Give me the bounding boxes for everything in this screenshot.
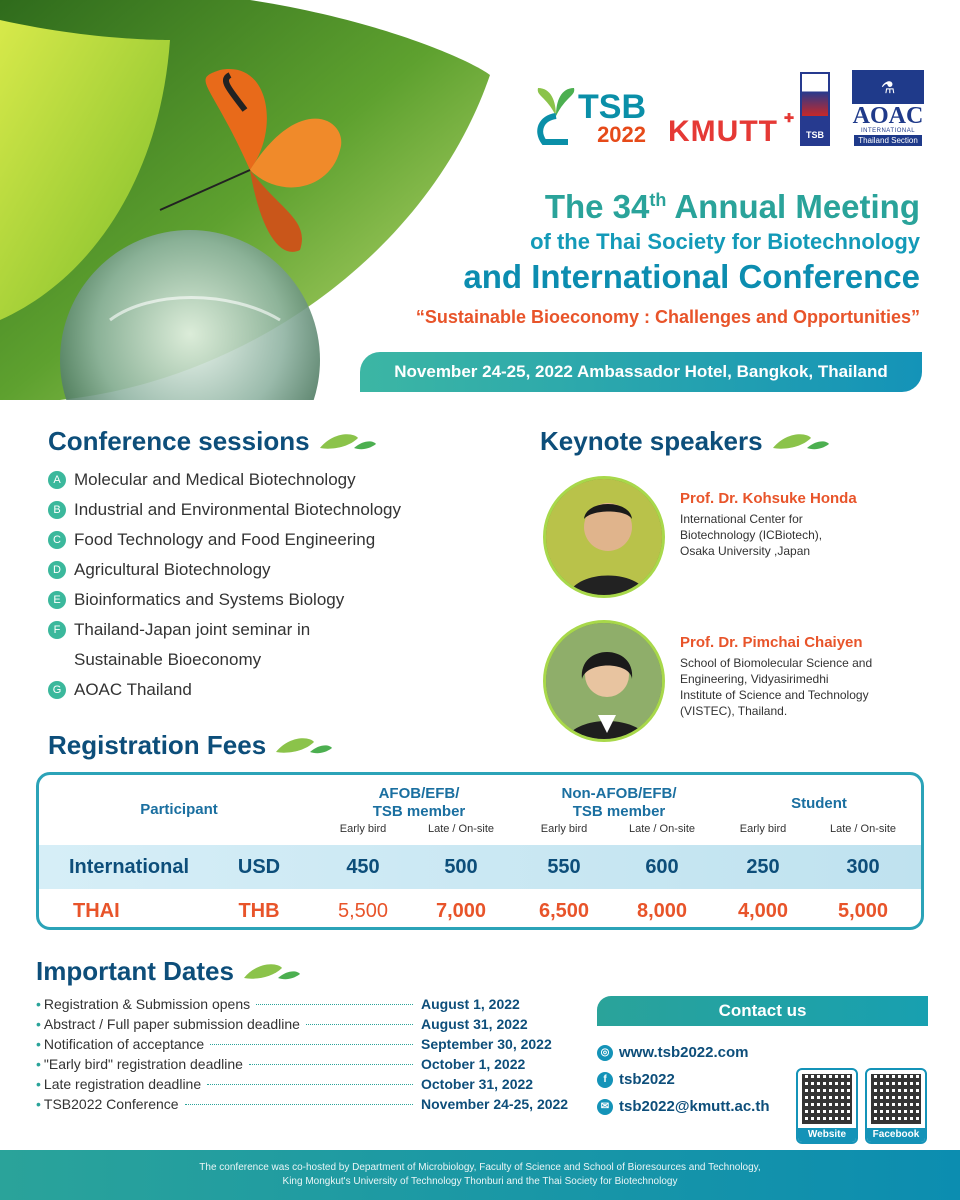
title-line-3: and International Conference bbox=[463, 258, 920, 295]
session-item: D Agricultural Biotechnology bbox=[48, 555, 401, 585]
fee-value: 550 bbox=[547, 855, 581, 878]
tsb-book-logo bbox=[800, 72, 830, 146]
contact-box bbox=[597, 996, 928, 1146]
group-header: Student bbox=[791, 795, 847, 812]
date-venue-banner: November 24-25, 2022 Ambassador Hotel, Bangkok, Thailand bbox=[360, 352, 922, 392]
session-item: E Bioinformatics and Systems Biology bbox=[48, 585, 401, 615]
speaker-name: Prof. Dr. Kohsuke Honda bbox=[680, 490, 857, 507]
fee-value: 6,500 bbox=[538, 899, 590, 922]
conference-sessions bbox=[48, 426, 401, 705]
title-line-2: of the Thai Society for Biotechnology bbox=[530, 229, 920, 254]
currency: USD bbox=[237, 855, 281, 878]
session-badge: B bbox=[48, 501, 66, 519]
tsb-logo-year: 2022 bbox=[597, 122, 647, 147]
participant-type: THAI bbox=[73, 899, 120, 922]
fee-value: 5,500 bbox=[337, 899, 389, 922]
speaker-card bbox=[540, 620, 940, 750]
fee-value: 8,000 bbox=[636, 899, 688, 922]
fee-value: 7,000 bbox=[435, 899, 487, 922]
speaker-affiliation: School of Biomolecular Science and Engineering, Vidyasirimedhi Institute of Science and Technology (VISTEC), Thailand. bbox=[680, 656, 873, 718]
facebook-qr-code[interactable]: Facebook bbox=[865, 1068, 927, 1144]
sessions-heading: Conference sessions bbox=[48, 426, 401, 457]
session-badge: G bbox=[48, 681, 66, 699]
date-item: • Registration & Submission opens August 1, 2022 bbox=[36, 994, 596, 1014]
email-link[interactable]: ✉ tsb2022@kmutt.ac.th bbox=[597, 1098, 770, 1115]
session-badge: D bbox=[48, 561, 66, 579]
date-item: • "Early bird" registration deadline October 1, 2022 bbox=[36, 1054, 596, 1074]
speaker-affiliation: International Center for Biotechnology (ICBiotech), Osaka University ,Japan bbox=[680, 512, 823, 558]
footer-line-2: King Mongkut's University of Technology Thonburi and the Thai Society for Biotechnology bbox=[282, 1176, 678, 1187]
fees-heading: Registration Fees bbox=[48, 730, 334, 761]
speaker-name: Prof. Dr. Pimchai Chaiyen bbox=[680, 634, 863, 651]
keynote-speakers bbox=[540, 426, 940, 718]
session-badge: A bbox=[48, 471, 66, 489]
date-item: • TSB2022 Conference November 24-25, 2022 bbox=[36, 1094, 596, 1114]
leaf-icon bbox=[274, 736, 334, 756]
tsb2022-logo bbox=[536, 86, 646, 146]
contact-heading: Contact us bbox=[597, 996, 928, 1026]
session-item: A Molecular and Medical Biotechnology bbox=[48, 465, 401, 495]
date-item: • Notification of acceptance September 30, 2022 bbox=[36, 1034, 596, 1054]
keynote-heading: Keynote speakers bbox=[540, 426, 940, 457]
leaf-icon bbox=[771, 432, 831, 452]
date-item: • Late registration deadline October 31, 2022 bbox=[36, 1074, 596, 1094]
important-dates-list bbox=[36, 994, 596, 1114]
session-item: G AOAC Thailand bbox=[48, 675, 401, 705]
aoac-logo-sub: INTERNATIONAL bbox=[860, 128, 916, 134]
facebook-link[interactable]: f tsb2022 bbox=[597, 1071, 770, 1088]
fee-value: 4,000 bbox=[737, 899, 789, 922]
fee-value: 5,000 bbox=[837, 899, 889, 922]
dates-heading: Important Dates bbox=[36, 956, 302, 987]
session-badge: C bbox=[48, 531, 66, 549]
fee-value: 250 bbox=[746, 855, 780, 878]
title-line-1: The 34th Annual Meeting bbox=[544, 188, 920, 225]
session-badge: F bbox=[48, 621, 66, 639]
fee-value: 500 bbox=[444, 855, 478, 878]
early-bird-label: Early bird bbox=[739, 823, 787, 835]
speaker-card bbox=[540, 476, 940, 606]
aoac-logo-section: Thailand Section bbox=[854, 135, 922, 146]
website-link[interactable]: ◎ www.tsb2022.com bbox=[597, 1044, 770, 1061]
kmutt-logo bbox=[668, 111, 794, 148]
event-theme: “Sustainable Bioeconomy : Challenges and Opportunities” bbox=[415, 307, 920, 327]
fees-row-thai bbox=[39, 889, 921, 930]
fee-value: 450 bbox=[346, 855, 380, 878]
sprout-icon bbox=[536, 86, 576, 146]
event-title bbox=[416, 180, 920, 328]
leaf-icon bbox=[318, 432, 378, 452]
group-header: AFOB/EFB/ TSB member bbox=[372, 785, 466, 820]
fees-row-international bbox=[39, 845, 921, 889]
kmutt-logo-text: KMUTT bbox=[668, 115, 778, 148]
fee-value: 300 bbox=[846, 855, 880, 878]
book-logo-text: TSB bbox=[806, 130, 824, 140]
leaf-icon bbox=[242, 962, 302, 982]
date-item: • Abstract / Full paper submission deadline August 31, 2022 bbox=[36, 1014, 596, 1034]
session-item: C Food Technology and Food Engineering bbox=[48, 525, 401, 555]
speaker-photo bbox=[543, 476, 665, 598]
mail-icon: ✉ bbox=[597, 1099, 613, 1115]
early-bird-label: Early bird bbox=[339, 823, 387, 835]
late-label: Late / On-site bbox=[427, 823, 495, 835]
aoac-logo bbox=[852, 70, 924, 146]
currency: THB bbox=[238, 899, 280, 922]
participant-type: International bbox=[69, 855, 190, 878]
fees-header bbox=[39, 775, 921, 845]
fee-value: 600 bbox=[645, 855, 679, 878]
late-label: Late / On-site bbox=[628, 823, 696, 835]
globe-icon: ◎ bbox=[597, 1045, 613, 1061]
facebook-icon: f bbox=[597, 1072, 613, 1088]
session-item: F Thailand-Japan joint seminar in Sustainable Bioeconomy bbox=[48, 615, 401, 675]
aoac-logo-name: AOAC bbox=[852, 103, 924, 129]
participant-header: Participant bbox=[140, 801, 218, 818]
registration-fees-table bbox=[36, 772, 924, 930]
sponsor-logos bbox=[536, 70, 924, 146]
kmutt-dots-icon: ✚ bbox=[783, 111, 794, 125]
aoac-flask-icon: ⚗ bbox=[852, 70, 924, 104]
footer bbox=[0, 1150, 960, 1200]
qr-code-icon bbox=[871, 1074, 921, 1124]
session-badge: E bbox=[48, 591, 66, 609]
tsb-logo-text: TSB bbox=[578, 88, 647, 126]
qr-code-icon bbox=[802, 1074, 852, 1124]
website-qr-code[interactable]: Website bbox=[796, 1068, 858, 1144]
session-item: B Industrial and Environmental Biotechnology bbox=[48, 495, 401, 525]
footer-line-1: The conference was co-hosted by Department of Microbiology, Faculty of Science and School of Bioresources and Technology, bbox=[199, 1162, 761, 1173]
speaker-photo bbox=[543, 620, 665, 742]
early-bird-label: Early bird bbox=[540, 823, 588, 835]
group-header: Non-AFOB/EFB/ TSB member bbox=[561, 785, 677, 820]
late-label: Late / On-site bbox=[829, 823, 897, 835]
